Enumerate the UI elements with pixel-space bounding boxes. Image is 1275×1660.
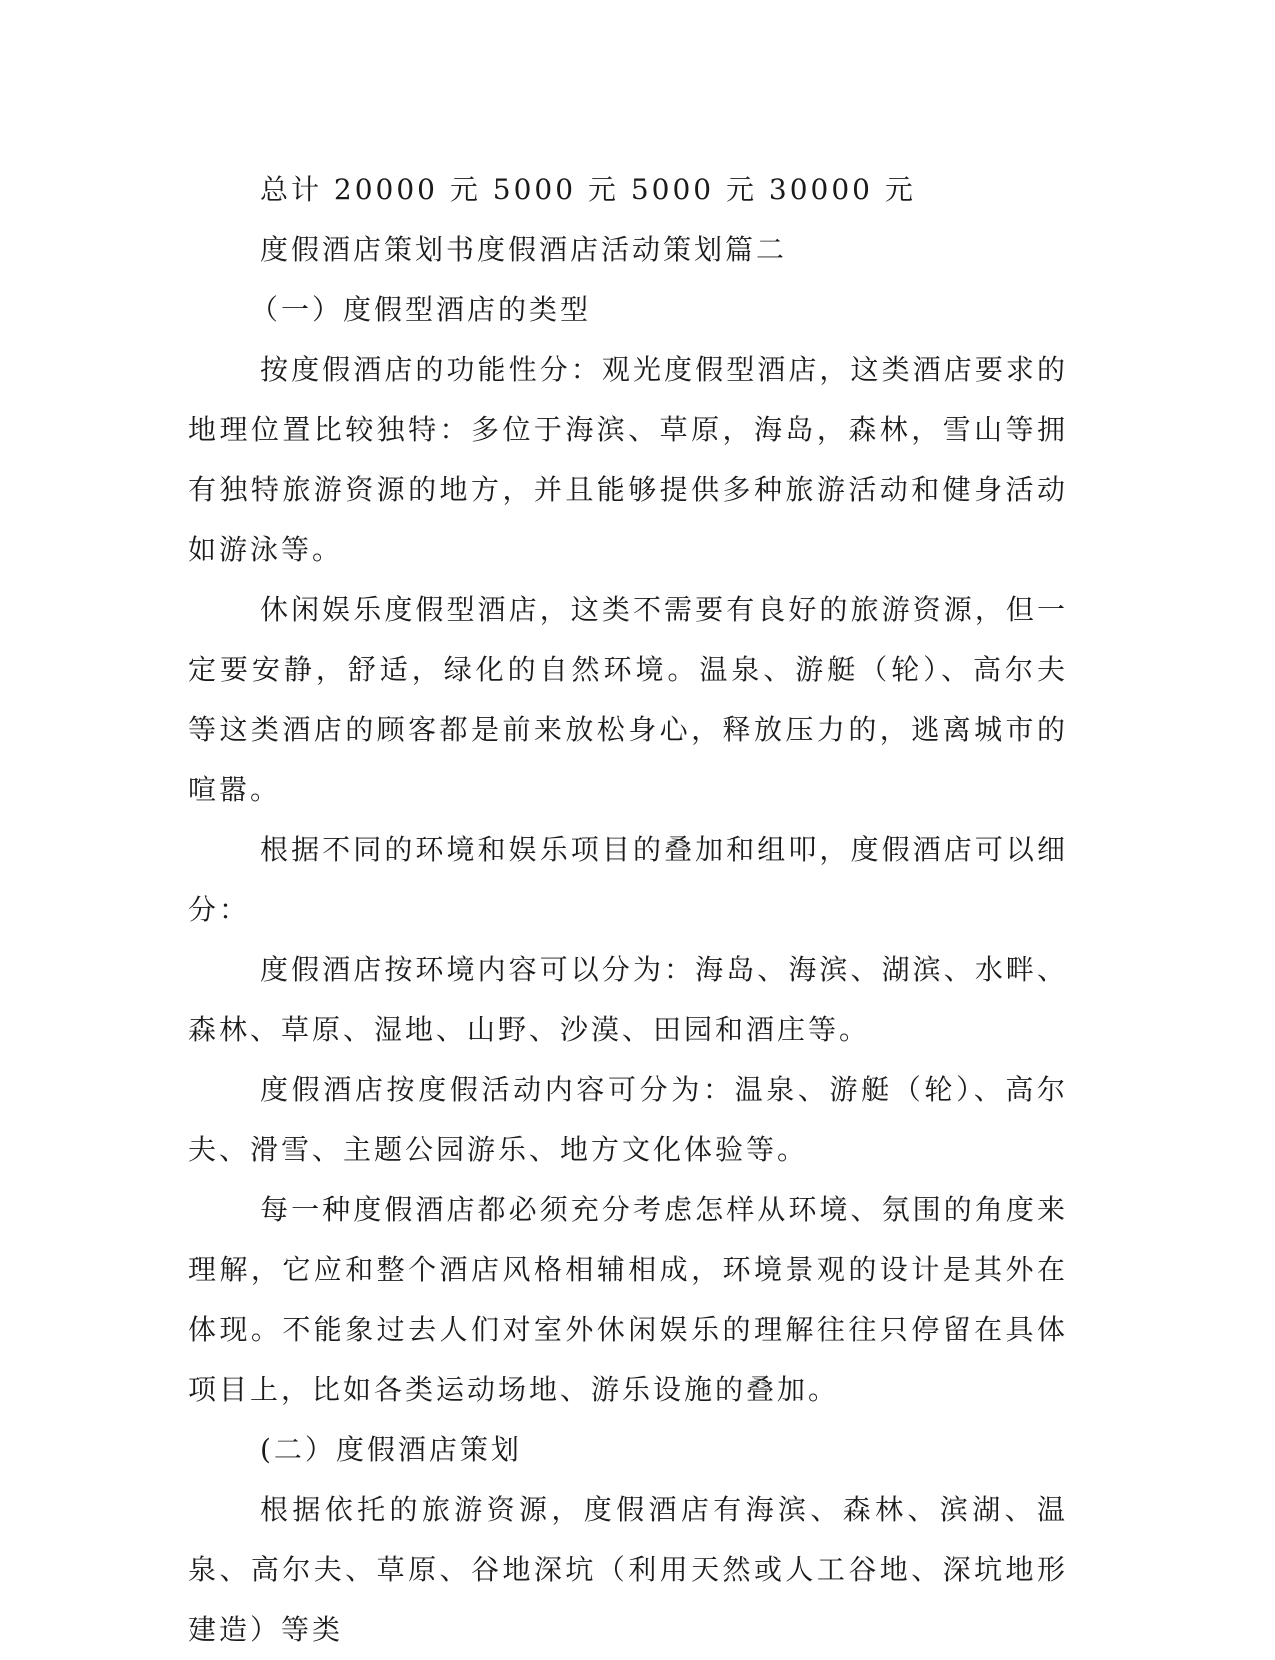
- paragraph-environment: 度假酒店按环境内容可以分为：海岛、海滨、湖滨、水畔、森林、草原、湿地、山野、沙漠、田园和酒庄等。: [188, 953, 1068, 1046]
- paragraph-total: 总计 20000 元 5000 元 5000 元 30000 元: [260, 173, 916, 206]
- subheading-planning: (二）度假酒店策划: [260, 1433, 522, 1466]
- document-body: [188, 160, 1068, 1660]
- subheading-types: （一）度假型酒店的类型: [250, 293, 592, 326]
- paragraph-leisure: 休闲娱乐度假型酒店，这类不需要有良好的旅游资源，但一定要安静，舒适，绿化的自然环境。温泉、游艇（轮）、高尔夫等这类酒店的顾客都是前来放松身心，释放压力的，逃离城市的喧嚣。: [188, 593, 1068, 806]
- paragraph-design: 每一种度假酒店都必须充分考虑怎样从环境、氛围的角度来理解，它应和整个酒店风格相辅相成，环境景观的设计是其外在体现。不能象过去人们对室外休闲娱乐的理解往往只停留在具体项目上，比如各类运动场地、游乐设施的叠加。: [188, 1193, 1068, 1406]
- paragraph-function: 按度假酒店的功能性分：观光度假型酒店，这类酒店要求的地理位置比较独特：多位于海滨、草原，海岛，森林，雪山等拥有独特旅游资源的地方，并且能够提供多种旅游活动和健身活动如游泳等。: [188, 353, 1068, 566]
- paragraph-resources: 根据依托的旅游资源，度假酒店有海滨、森林、滨湖、温泉、高尔夫、草原、谷地深坑（利用天然或人工谷地、深坑地形建造）等类: [188, 1493, 1068, 1646]
- paragraph-activity: 度假酒店按度假活动内容可分为：温泉、游艇（轮）、高尔夫、滑雪、主题公园游乐、地方文化体验等。: [188, 1073, 1068, 1166]
- paragraph-subdivide: 根据不同的环境和娱乐项目的叠加和组叩，度假酒店可以细分：: [188, 833, 1068, 926]
- section-title: 度假酒店策划书度假酒店活动策划篇二: [260, 233, 788, 266]
